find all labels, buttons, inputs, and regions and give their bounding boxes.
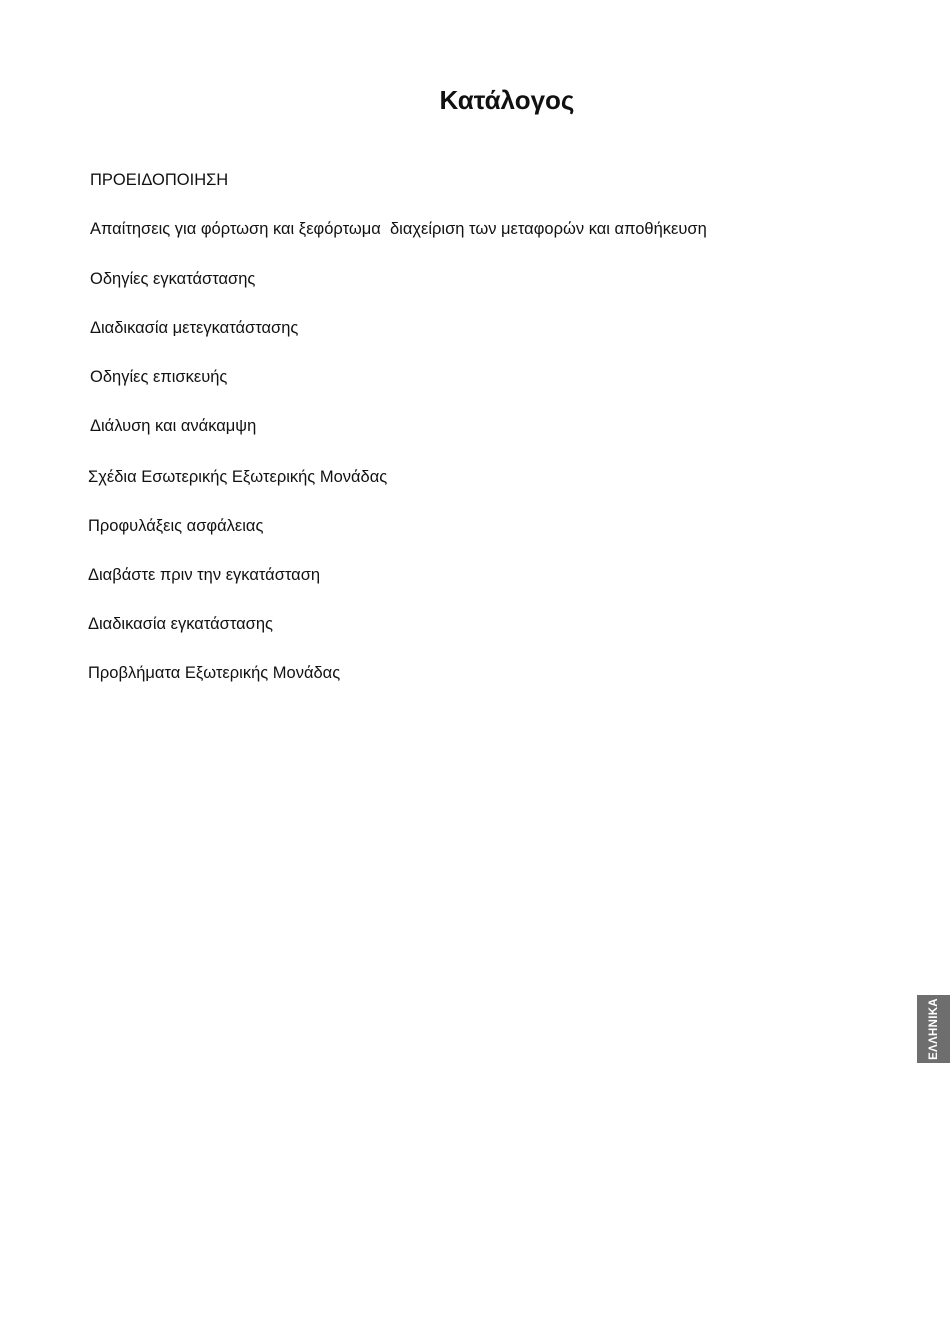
toc-item-unit-drawings[interactable]: Σχέδια Εσωτερικής Εξωτερικής Μονάδας: [88, 468, 388, 486]
toc-item-repair-instructions[interactable]: Οδηγίες επισκευής: [90, 368, 228, 386]
page-title: Κατάλογος: [439, 85, 575, 115]
language-tab-label: ΕΛΛΗΝΙΚΑ: [927, 998, 940, 1060]
toc-item-relocation-procedure[interactable]: Διαδικασία μετεγκατάστασης: [90, 319, 299, 337]
toc-item-disassembly-recovery[interactable]: Διάλυση και ανάκαμψη: [90, 417, 257, 435]
toc-item-read-before-installation[interactable]: Διαβάστε πριν την εγκατάσταση: [88, 566, 321, 584]
toc-item-transport-requirements[interactable]: Απαίτησεις για φόρτωση και ξεφόρτωμα διαχείριση των μεταφορών και αποθήκευση: [90, 220, 707, 238]
toc-item-installation-procedure[interactable]: Διαδικασία εγκατάστασης: [88, 615, 273, 633]
toc-item-outdoor-unit-problems[interactable]: Προβλήματα Εξωτερικής Μονάδας: [88, 664, 341, 682]
toc-item-safety-precautions[interactable]: Προφυλάξεις ασφάλειας: [88, 517, 264, 535]
toc-item-warning[interactable]: ΠΡΟΕΙΔΟΠΟΙΗΣΗ: [90, 171, 229, 189]
language-tab: [917, 995, 950, 1063]
toc-item-installation-instructions[interactable]: Οδηγίες εγκατάστασης: [90, 270, 256, 288]
